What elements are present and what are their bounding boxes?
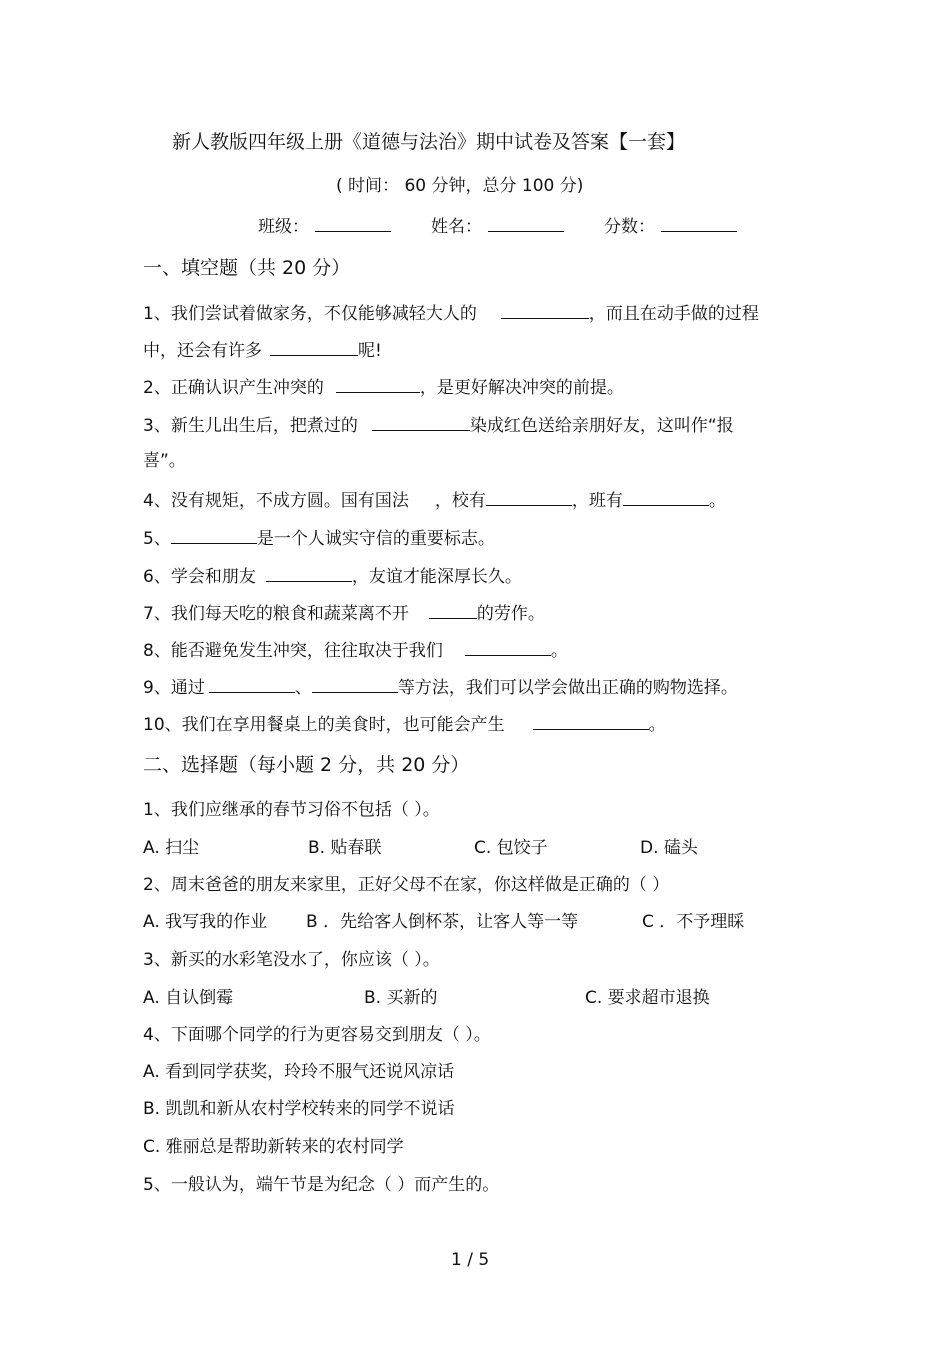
q3-text-c: 喜”。 bbox=[143, 451, 186, 471]
q9-blank-2 bbox=[312, 675, 398, 693]
q8-text-b: 。 bbox=[550, 641, 568, 661]
q6-text-a: 6、学会和朋友 bbox=[143, 567, 256, 587]
q8-text-a: 8、能否避免发生冲突，往往取决于我们 bbox=[143, 641, 443, 661]
page-title: 新人教版四年级上册《道德与法治》期中试卷及答案【一套】 bbox=[172, 131, 686, 153]
class-field bbox=[258, 214, 391, 237]
q1-option-d: D. 磕头 bbox=[640, 838, 698, 858]
q4-blank-1 bbox=[486, 488, 572, 506]
fill-question-9 bbox=[143, 675, 738, 698]
q2-option-b: B ．先给客人倒杯茶，让客人等一等 bbox=[306, 912, 579, 932]
q7-text-a: 7、我们每天吃的粮食和蔬菜离不开 bbox=[143, 604, 409, 624]
fill-question-10 bbox=[143, 712, 666, 735]
q9-text-a: 9、通过 bbox=[143, 678, 205, 698]
score-field bbox=[604, 214, 737, 237]
score-blank bbox=[661, 214, 737, 232]
q1-option-a: A. 扫尘 bbox=[143, 838, 200, 858]
q5-blank bbox=[171, 526, 257, 544]
name-field bbox=[431, 214, 564, 237]
q7-blank bbox=[429, 601, 477, 619]
q3-text-b: 染成红色送给亲朋好友，这叫作“报 bbox=[469, 416, 734, 436]
q10-text-a: 10、我们在享用餐桌上的美食时，也可能会产生 bbox=[143, 715, 505, 735]
q5-text-b: 是一个人诚实守信的重要标志。 bbox=[256, 529, 495, 549]
q2-option-c: C ．不予理睬 bbox=[642, 912, 745, 932]
q5-text-a: 5、 bbox=[143, 529, 171, 549]
exam-info: ( 时间： 60 分钟，总分 100 分) bbox=[336, 176, 584, 196]
q7-text-b: 的劳作。 bbox=[476, 604, 545, 624]
fill-question-3 bbox=[143, 413, 734, 436]
q4-text-b: ，校有 bbox=[434, 491, 486, 511]
q3-blank bbox=[372, 413, 470, 431]
fill-question-4 bbox=[143, 488, 726, 511]
q1-option-b: B. 贴春联 bbox=[308, 838, 382, 858]
fill-question-2 bbox=[143, 375, 624, 398]
q1-text-a: 1、我们尝试着做家务，不仅能够减轻大人的 bbox=[143, 304, 477, 324]
q1-text-b: ，而且在动手做的过程 bbox=[588, 304, 759, 324]
fill-question-6 bbox=[143, 564, 522, 587]
fill-question-1-cont bbox=[143, 338, 382, 361]
fill-question-8 bbox=[143, 638, 568, 661]
q1-blank-1 bbox=[501, 301, 589, 319]
choice-question-5: 5、一般认为，端午节是为纪念（ ）而产生的。 bbox=[143, 1175, 500, 1195]
choice-question-2: 2、周末爸爸的朋友来家里，正好父母不在家，你这样做是正确的（ ） bbox=[143, 875, 670, 895]
fill-question-5 bbox=[143, 526, 495, 549]
choice-question-4: 4、下面哪个同学的行为更容易交到朋友（ ）。 bbox=[143, 1025, 491, 1045]
q1-text-c: 中，还会有许多 bbox=[143, 341, 262, 361]
section2-heading: 二、选择题（每小题 2 分，共 20 分） bbox=[143, 754, 470, 776]
q2-blank bbox=[336, 375, 420, 393]
q1-blank-2 bbox=[270, 338, 358, 356]
q2-text-b: ，是更好解决冲突的前提。 bbox=[419, 378, 624, 398]
q1-option-c: C. 包饺子 bbox=[474, 838, 548, 858]
q4-blank-2 bbox=[623, 488, 709, 506]
q4-text-c: ，班有 bbox=[571, 491, 623, 511]
q8-blank bbox=[465, 638, 551, 656]
q10-text-b: 。 bbox=[648, 715, 666, 735]
fill-question-1 bbox=[143, 301, 759, 324]
q3-option-b: B. 买新的 bbox=[364, 988, 438, 1008]
choice-question-1: 1、我们应继承的春节习俗不包括（ ）。 bbox=[143, 800, 440, 820]
name-label: 姓名： bbox=[431, 217, 482, 237]
q9-text-c: 等方法，我们可以学会做出正确的购物选择。 bbox=[397, 678, 738, 698]
q3-text-a: 3、新生儿出生后，把煮过的 bbox=[143, 416, 358, 436]
q3-option-a: A. 自认倒霉 bbox=[143, 988, 234, 1008]
q9-blank-1 bbox=[209, 675, 295, 693]
fill-question-7 bbox=[143, 601, 545, 624]
class-label: 班级： bbox=[258, 217, 309, 237]
q6-blank bbox=[266, 564, 352, 582]
q4-text-d: 。 bbox=[708, 491, 726, 511]
fill-question-3-cont bbox=[143, 451, 186, 471]
q4-option-b: B. 凯凯和新从农村学校转来的同学不说话 bbox=[143, 1099, 455, 1119]
section1-heading: 一、填空题（共 20 分） bbox=[143, 257, 351, 279]
q4-text-a: 4、没有规矩，不成方圆。国有国法 bbox=[143, 491, 409, 511]
class-blank bbox=[315, 214, 391, 232]
score-label: 分数： bbox=[604, 217, 655, 237]
q1-text-d: 呢! bbox=[358, 341, 382, 361]
q4-option-c: C. 雅丽总是帮助新转来的农村同学 bbox=[143, 1137, 404, 1157]
q3-option-c: C. 要求超市退换 bbox=[585, 988, 710, 1008]
choice-question-3: 3、新买的水彩笔没水了，你应该（ ）。 bbox=[143, 950, 440, 970]
q2-text-a: 2、正确认识产生冲突的 bbox=[143, 378, 324, 398]
q9-text-b: 、 bbox=[294, 678, 312, 698]
q6-text-b: ，友谊才能深厚长久。 bbox=[351, 567, 522, 587]
q10-blank bbox=[533, 712, 649, 730]
q4-option-a: A. 看到同学获奖，玲玲不服气还说风凉话 bbox=[143, 1062, 455, 1082]
name-blank bbox=[488, 214, 564, 232]
q2-option-a: A. 我写我的作业 bbox=[143, 912, 268, 932]
page-number: 1 / 5 bbox=[451, 1250, 490, 1270]
